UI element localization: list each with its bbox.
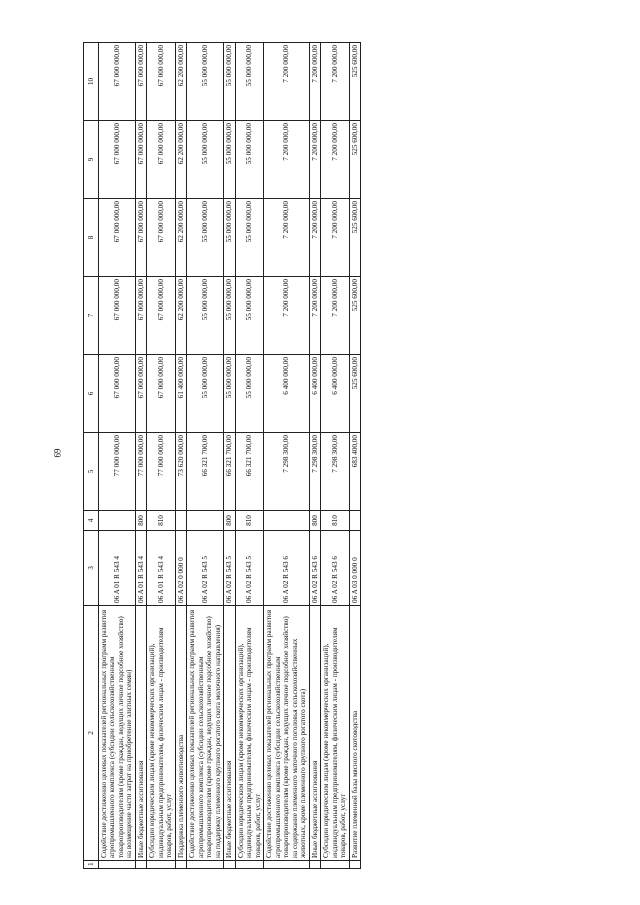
kind-cell xyxy=(349,511,360,531)
kind-cell: 810 xyxy=(321,511,349,531)
col-header: 6 xyxy=(84,355,99,433)
row-index-cell xyxy=(187,861,224,869)
value-cell: 7 200 000,00 xyxy=(264,277,309,355)
value-cell: 67 000 000,00 xyxy=(99,121,136,199)
row-index-cell xyxy=(235,861,263,869)
row-index-cell xyxy=(147,861,175,869)
value-cell: 55 000 000,00 xyxy=(235,43,263,121)
value-cell: 55 000 000,00 xyxy=(235,199,263,277)
kind-cell: 800 xyxy=(135,511,146,531)
col-header: 4 xyxy=(84,511,99,531)
row-index-cell xyxy=(135,861,146,869)
value-cell: 77 000 000,00 xyxy=(99,433,136,511)
value-cell: 55 000 000,00 xyxy=(187,121,224,199)
table-row xyxy=(99,43,136,869)
value-cell: 73 620 000,00 xyxy=(175,433,186,511)
value-cell: 7 200 000,00 xyxy=(264,43,309,121)
table-row xyxy=(224,43,235,869)
value-cell: 55 000 000,00 xyxy=(187,199,224,277)
kind-cell: 810 xyxy=(147,511,175,531)
table-row xyxy=(187,43,224,869)
value-cell: 55 000 000,00 xyxy=(224,43,235,121)
value-cell: 67 000 000,00 xyxy=(135,199,146,277)
value-cell: 66 321 700,00 xyxy=(235,433,263,511)
code-cell: 06 A 02 R 543 5 xyxy=(187,531,224,606)
name-cell: Иные бюджетные ассигнования xyxy=(309,606,320,861)
table-row xyxy=(264,43,309,869)
budget-table xyxy=(83,42,361,869)
row-index-cell xyxy=(321,861,349,869)
code-cell: 06 A 03 0 000 0 xyxy=(349,531,360,606)
kind-cell: 810 xyxy=(235,511,263,531)
kind-cell xyxy=(175,511,186,531)
value-cell: 55 000 000,00 xyxy=(187,43,224,121)
value-cell: 7 200 000,00 xyxy=(321,121,349,199)
value-cell: 7 200 000,00 xyxy=(309,199,320,277)
code-cell: 06 A 01 R 543 4 xyxy=(135,531,146,606)
value-cell: 55 000 000,00 xyxy=(235,121,263,199)
value-cell: 7 200 000,00 xyxy=(309,277,320,355)
table-row xyxy=(175,43,186,869)
row-index-cell xyxy=(309,861,320,869)
table-row xyxy=(147,43,175,869)
rotated-document xyxy=(83,43,361,869)
header-row xyxy=(84,43,99,869)
value-cell: 55 000 000,00 xyxy=(235,277,263,355)
col-header: 7 xyxy=(84,277,99,355)
value-cell: 66 321 700,00 xyxy=(224,433,235,511)
col-header: 9 xyxy=(84,121,99,199)
row-index-cell xyxy=(224,861,235,869)
col-header: 2 xyxy=(84,606,99,861)
value-cell: 6 400 000,00 xyxy=(321,355,349,433)
name-cell: Развитие племенной базы мясного скотоводства xyxy=(349,606,360,861)
value-cell: 55 000 000,00 xyxy=(224,277,235,355)
name-cell: Содействие достижению целевых показателей региональных программ развития агропромышленного комплекса (субсидии сельскохозяйственным товаропроизводителям (кроме граждан, ведущих личное подсобное хозяйство) на поддержку племенного крупного рогатого скота молочного направления) xyxy=(187,606,224,861)
value-cell: 67 000 000,00 xyxy=(147,277,175,355)
value-cell: 525 600,00 xyxy=(349,355,360,433)
value-cell: 67 000 000,00 xyxy=(99,199,136,277)
code-cell: 06 A 01 R 543 4 xyxy=(99,531,136,606)
row-index-cell xyxy=(349,861,360,869)
col-header: 5 xyxy=(84,433,99,511)
value-cell: 7 200 000,00 xyxy=(264,199,309,277)
name-cell: Содействие достижению целевых показателей региональных программ развития агропромышленного комплекса (субсидии сельскохозяйственным товаропроизводителям (кроме граждан, ведущих личное подсобное хозяйство) на содержание племенного маточного поголовья сельскохозяйственных животных, кроме племенного крупного рогатого скота) xyxy=(264,606,309,861)
row-index-cell xyxy=(264,861,309,869)
name-cell: Субсидии юридическим лицам (кроме некоммерческих организаций), индивидуальным предпринимателям, физическим лицам - производителям товаров, работ, услуг xyxy=(147,606,175,861)
code-cell: 06 A 02 R 543 6 xyxy=(309,531,320,606)
value-cell: 525 600,00 xyxy=(349,121,360,199)
value-cell: 62 200 000,00 xyxy=(175,121,186,199)
value-cell: 55 000 000,00 xyxy=(224,199,235,277)
value-cell: 55 000 000,00 xyxy=(235,355,263,433)
value-cell: 67 000 000,00 xyxy=(135,43,146,121)
value-cell: 67 000 000,00 xyxy=(147,43,175,121)
value-cell: 67 000 000,00 xyxy=(99,355,136,433)
name-cell: Иные бюджетные ассигнования xyxy=(135,606,146,861)
code-cell: 06 A 02 R 543 5 xyxy=(224,531,235,606)
value-cell: 525 600,00 xyxy=(349,43,360,121)
value-cell: 6 400 000,00 xyxy=(309,355,320,433)
value-cell: 7 200 000,00 xyxy=(321,277,349,355)
col-header: 10 xyxy=(84,43,99,121)
kind-cell: 800 xyxy=(224,511,235,531)
value-cell: 77 000 000,00 xyxy=(135,433,146,511)
value-cell: 7 200 000,00 xyxy=(321,43,349,121)
value-cell: 55 000 000,00 xyxy=(224,121,235,199)
value-cell: 7 200 000,00 xyxy=(309,121,320,199)
code-cell: 06 A 02 R 543 6 xyxy=(321,531,349,606)
code-cell: 06 A 02 R 543 5 xyxy=(235,531,263,606)
name-cell: Поддержка племенного животноводства xyxy=(175,606,186,861)
name-cell: Субсидии юридическим лицам (кроме некоммерческих организаций), индивидуальным предпринимателям, физическим лицам - производителям товаров, работ, услуг xyxy=(321,606,349,861)
name-cell: Иные бюджетные ассигнования xyxy=(224,606,235,861)
value-cell: 66 321 700,00 xyxy=(187,433,224,511)
value-cell: 67 000 000,00 xyxy=(135,355,146,433)
value-cell: 7 200 000,00 xyxy=(264,121,309,199)
row-index-cell xyxy=(175,861,186,869)
value-cell: 525 600,00 xyxy=(349,199,360,277)
value-cell: 67 000 000,00 xyxy=(147,121,175,199)
value-cell: 55 000 000,00 xyxy=(187,355,224,433)
table-row xyxy=(309,43,320,869)
page-number: 69 xyxy=(52,448,62,458)
col-header: 3 xyxy=(84,531,99,606)
code-cell: 06 A 02 R 543 6 xyxy=(264,531,309,606)
value-cell: 7 200 000,00 xyxy=(321,199,349,277)
table-body xyxy=(99,43,361,869)
col-header: 1 xyxy=(84,861,99,869)
value-cell: 77 000 000,00 xyxy=(147,433,175,511)
value-cell: 62 200 000,00 xyxy=(175,43,186,121)
value-cell: 7 298 300,00 xyxy=(309,433,320,511)
table-row xyxy=(321,43,349,869)
value-cell: 55 000 000,00 xyxy=(224,355,235,433)
kind-cell xyxy=(264,511,309,531)
value-cell: 683 400,00 xyxy=(349,433,360,511)
value-cell: 62 200 000,00 xyxy=(175,277,186,355)
value-cell: 67 000 000,00 xyxy=(147,199,175,277)
table-row xyxy=(349,43,360,869)
value-cell: 67 000 000,00 xyxy=(135,121,146,199)
kind-cell xyxy=(99,511,136,531)
value-cell: 62 200 000,00 xyxy=(175,199,186,277)
value-cell: 61 400 000,00 xyxy=(175,355,186,433)
table-row xyxy=(235,43,263,869)
row-index-cell xyxy=(99,861,136,869)
kind-cell: 800 xyxy=(309,511,320,531)
value-cell: 525 600,00 xyxy=(349,277,360,355)
col-header: 8 xyxy=(84,199,99,277)
name-cell: Субсидии юридическим лицам (кроме некоммерческих организаций), индивидуальным предпринимателям, физическим лицам - производителям товаров, работ, услуг xyxy=(235,606,263,861)
name-cell: Содействие достижению целевых показателей региональных программ развития агропромышленного комплекса (субсидии сельскохозяйственным товаропроизводителям (кроме граждан, ведущих личное подсобное хозяйство) на возмещение части затрат на приобретение элитных семян) xyxy=(99,606,136,861)
value-cell: 55 000 000,00 xyxy=(187,277,224,355)
value-cell: 6 400 000,00 xyxy=(264,355,309,433)
code-cell: 06 A 01 R 543 4 xyxy=(147,531,175,606)
value-cell: 67 000 000,00 xyxy=(135,277,146,355)
value-cell: 67 000 000,00 xyxy=(99,277,136,355)
table-row xyxy=(135,43,146,869)
value-cell: 67 000 000,00 xyxy=(147,355,175,433)
kind-cell xyxy=(187,511,224,531)
value-cell: 7 298 300,00 xyxy=(264,433,309,511)
value-cell: 7 200 000,00 xyxy=(309,43,320,121)
value-cell: 7 298 300,00 xyxy=(321,433,349,511)
value-cell: 67 000 000,00 xyxy=(99,43,136,121)
code-cell: 06 A 02 0 000 0 xyxy=(175,531,186,606)
